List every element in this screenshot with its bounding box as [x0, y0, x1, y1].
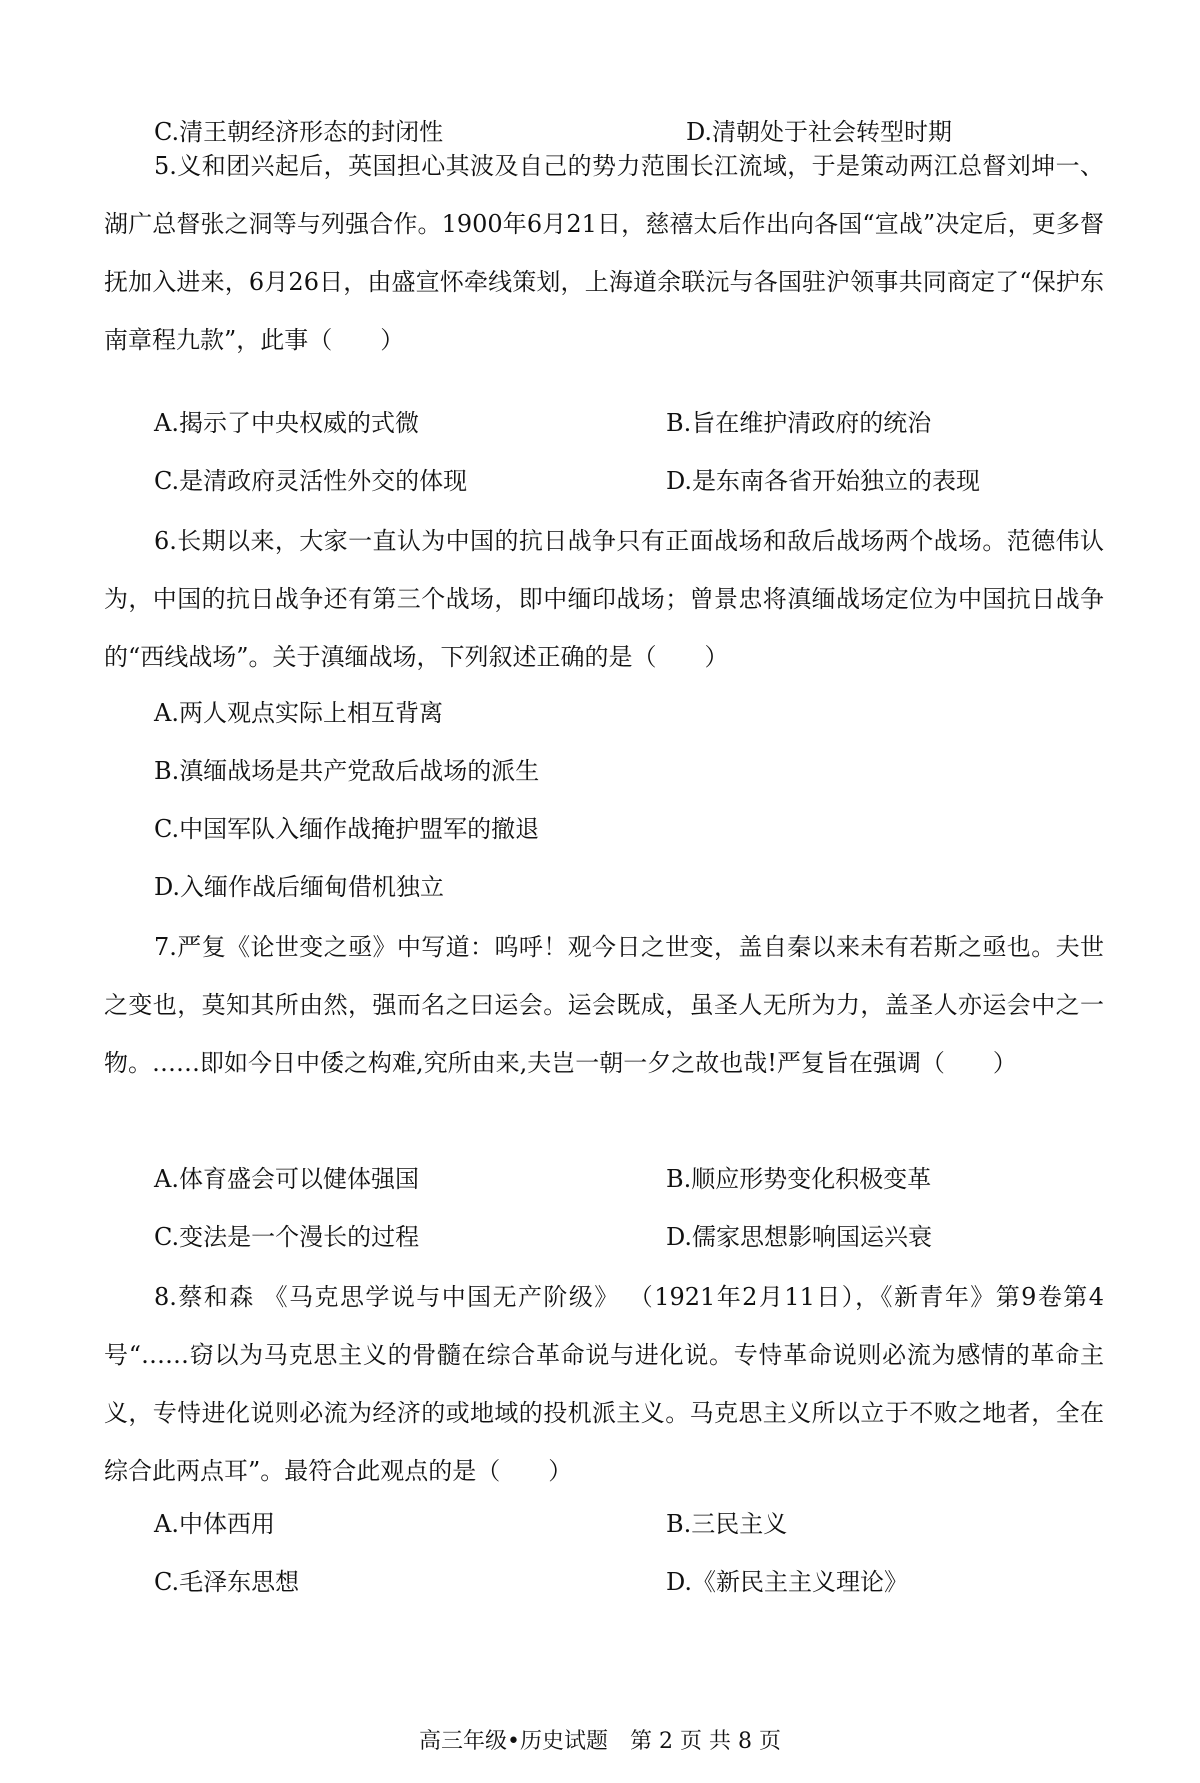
q4-option-c: C.清王朝经济形态的封闭性 — [154, 118, 444, 146]
q5-option-a: A.揭示了中央权威的式微 — [154, 409, 419, 437]
q7-option-b: B.顺应形势变化积极变革 — [666, 1165, 932, 1193]
page-footer: 高三年级•历史试题 第 2 页 共 8 页 — [419, 1729, 781, 1754]
q8-stem: 8.蔡和森 《马克思学说与中国无产阶级》 （1921年2月11日），《新青年》第9卷第4号“……窃以为马克思主义的骨髓在综合革命说与进化说。专恃革命说则必流为感情的革命主义，专恃进化说则必流为经济的或地域的投机派主义。马克思主义所以立于不败之地者，全在综合此两点耳”。最符合此观点的是（ ） — [104, 1283, 1104, 1485]
q7-option-d: D.儒家思想影响国运兴衰 — [666, 1223, 933, 1251]
q6-option-c: C.中国军队入缅作战掩护盟军的撤退 — [154, 815, 540, 843]
q8-option-d: D.《新民主主义理论》 — [666, 1568, 909, 1596]
q6-stem: 6.长期以来，大家一直认为中国的抗日战争只有正面战场和敌后战场两个战场。范德伟认为，中国的抗日战争还有第三个战场，即中缅印战场；曾景忠将滇缅战场定位为中国抗日战争的“西线战场”。关于滇缅战场，下列叙述正确的是（ ） — [104, 527, 1104, 671]
q6-option-a: A.两人观点实际上相互背离 — [154, 699, 443, 727]
q7-stem: 7.严复《论世变之亟》中写道：呜呼！观今日之世变，盖自秦以来未有若斯之亟也。夫世之变也，莫知其所由然，强而名之曰运会。运会既成，虽圣人无所为力，盖圣人亦运会中之一物。……即如今日中倭之构难,究所由来,夫岂一朝一夕之故也哉!严复旨在强调（ ） — [104, 933, 1104, 1077]
q5-option-d: D.是东南各省开始独立的表现 — [666, 467, 981, 495]
q5-stem: 5.义和团兴起后，英国担心其波及自己的势力范围长江流域，于是策动两江总督刘坤一、湖广总督张之洞等与列强合作。1900年6月21日，慈禧太后作出向各国“宣战”决定后，更多督抚加入进来，6月26日，由盛宣怀牵线策划，上海道余联沅与各国驻沪领事共同商定了“保护东南章程九款”，此事（ ） — [104, 152, 1104, 354]
q8-option-b: B.三民主义 — [666, 1510, 788, 1538]
q7-option-a: A.体育盛会可以健体强国 — [154, 1165, 419, 1193]
q5-option-c: C.是清政府灵活性外交的体现 — [154, 467, 468, 495]
q8-option-a: A.中体西用 — [154, 1510, 275, 1538]
q6-option-d: D.入缅作战后缅甸借机独立 — [154, 873, 445, 901]
q6-option-b: B.滇缅战场是共产党敌后战场的派生 — [154, 757, 540, 785]
q8-option-c: C.毛泽东思想 — [154, 1568, 300, 1596]
q7-option-c: C.变法是一个漫长的过程 — [154, 1223, 420, 1251]
q5-option-b: B.旨在维护清政府的统治 — [666, 409, 932, 437]
q4-option-d: D.清朝处于社会转型时期 — [686, 118, 953, 146]
